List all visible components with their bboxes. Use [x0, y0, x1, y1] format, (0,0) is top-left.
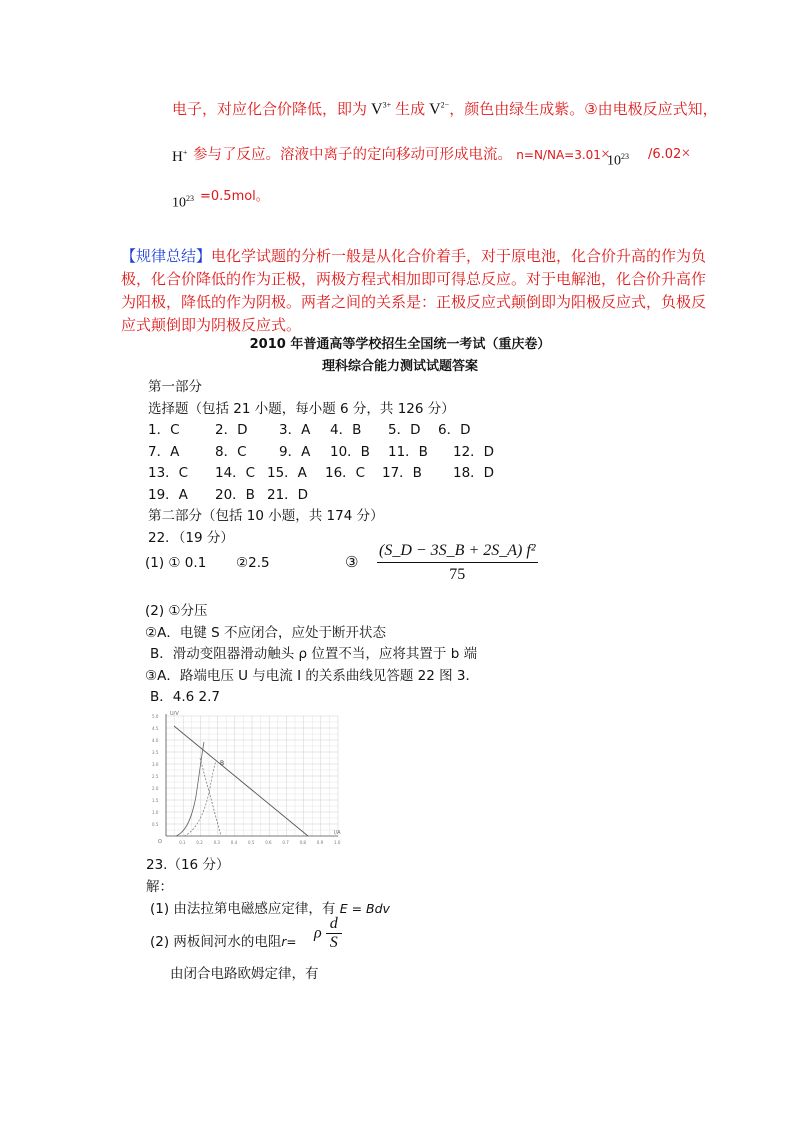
mc-heading: 选择题（包括 21 小题，每小题 6 分，共 126 分）	[148, 400, 455, 417]
x-tick-label: 0.3	[213, 840, 220, 845]
x-tick-label: 0.8	[299, 840, 306, 845]
page-title: 2010 年普通高等学校招生全国统一考试（重庆卷）	[249, 337, 551, 352]
text: (1) 由法拉第电磁感应定律，有	[150, 901, 336, 917]
rho: ρ	[314, 924, 322, 942]
answer: 2．D	[215, 422, 248, 438]
answer: 16．C	[325, 465, 366, 481]
answer-row	[148, 420, 471, 442]
formula: n=N/NA=3.01	[516, 148, 601, 162]
text: /6.02	[648, 147, 682, 162]
fraction	[326, 915, 342, 952]
text: 参与了反应。溶液中离子的定向移动可形成电流。	[193, 147, 512, 163]
answer: 12．D	[453, 443, 495, 460]
answer: 9．A	[279, 443, 311, 460]
x-axis-label: I/A	[334, 830, 341, 836]
x-tick-label: 0.7	[282, 840, 289, 845]
v3-letter: V	[371, 101, 383, 118]
answer-row	[148, 485, 455, 507]
answer: 21．D	[267, 486, 309, 503]
times-sign: ×	[600, 146, 610, 163]
part1-heading: 第一部分	[148, 379, 202, 395]
h-letter: H	[172, 149, 183, 165]
red-line-2	[193, 143, 610, 164]
formula: E = Bdv	[339, 901, 390, 916]
red-line-1	[172, 98, 718, 119]
formula: r=	[281, 935, 297, 949]
result: =0.5mol。	[200, 189, 269, 204]
q22-3b: B．4.6 2.7	[150, 689, 220, 705]
x-tick-label: 1.0	[334, 840, 341, 845]
summary-line-3: 为阳极，降低的作为阴极。两者之间的关系是：正极反应式颠倒即为阳极反应式，负极反	[121, 293, 707, 311]
q23-line-3: 由闭合电路欧姆定律，有	[170, 966, 319, 982]
x-tick-label: 0.1	[179, 840, 186, 845]
answer: 3．A	[279, 422, 311, 438]
ten-power-1	[607, 152, 629, 170]
q22-3: ③A．路端电压 U 与电流 I 的关系曲线见答题 22 图 3．	[145, 667, 480, 684]
times-sign: ×	[681, 145, 691, 162]
fraction-formula	[377, 542, 538, 584]
q23	[146, 854, 390, 920]
q22-2a: ②A．电键 S 不应闭合，应处于断开状态	[145, 624, 386, 641]
v2-symbol	[429, 101, 449, 118]
y-tick-label: 4.0	[152, 738, 159, 743]
answer: 10．B	[330, 443, 370, 460]
ten: 10	[607, 153, 621, 169]
load-line	[174, 726, 308, 836]
y-tick-label: 1.5	[152, 798, 159, 803]
answer: 18．D	[453, 465, 495, 481]
x-tick-label: 0.5	[248, 840, 255, 845]
y-tick-label: 0.5	[152, 822, 159, 827]
q23-line-1	[146, 898, 390, 920]
answer: 1．C	[148, 422, 180, 438]
q22-2b: B．滑动变阻器滑动触头 ρ 位置不当，应将其置于 b 端	[150, 646, 478, 662]
answer-row	[148, 463, 495, 485]
v2-letter: V	[429, 101, 441, 118]
v2-charge: 2−	[440, 100, 450, 110]
red-div	[648, 145, 690, 163]
origin-label: O	[158, 839, 162, 845]
answer: 8．C	[215, 443, 247, 460]
x-tick-label: 0.9	[316, 840, 324, 845]
x-ticks	[179, 840, 341, 845]
h-charge: +	[182, 148, 188, 157]
answer: 15．A	[267, 465, 307, 481]
h-plus	[172, 148, 187, 166]
y-tick-label: 2.5	[152, 774, 159, 779]
curve-b	[184, 760, 216, 836]
answer: 4．B	[330, 422, 362, 438]
q22-1-a: (1) ① 0.1	[145, 555, 207, 571]
fraction-numerator: (S_D − 3S_B + 2S_A) f²	[377, 542, 538, 563]
answer: 17．B	[382, 465, 422, 481]
v3-symbol	[371, 101, 391, 118]
text: 生成	[395, 100, 426, 118]
x-tick-label: 0.6	[265, 840, 272, 845]
fraction	[377, 542, 538, 584]
ten: 10	[172, 195, 186, 211]
curve-a	[176, 742, 204, 836]
q22-1-b: ②2.5	[236, 555, 270, 571]
y-ticks	[152, 714, 159, 827]
summary-line-2: 极，化合价降低的作为正极，两极方程式相加即可得总反应。对于电解池，化合价升高作	[121, 270, 707, 288]
fraction-denominator: 75	[449, 566, 466, 583]
text: 电化学试题的分析一般是从化合价着手，对于原电池，化合价升高的作为负	[211, 247, 707, 265]
answer: 20．B	[215, 486, 255, 503]
answer: 19．A	[148, 486, 188, 503]
exp: 23	[186, 194, 194, 203]
summary-line-4: 应式颠倒即为阴极反应式。	[121, 316, 302, 334]
answer: 14．C	[215, 465, 256, 481]
summary-line-1	[121, 245, 706, 268]
y-tick-label: 1.0	[152, 810, 159, 815]
dashed-line	[200, 758, 221, 836]
answer: 6．D	[438, 422, 471, 438]
exp: 23	[621, 152, 629, 161]
page-subtitle: 理科综合能力测试试题答案	[321, 359, 478, 374]
text: ，颜色由绿生成紫。③由电极反应式知，	[449, 100, 718, 118]
q23-solve: 解：	[146, 879, 173, 895]
part2-heading: 第二部分（包括 10 小题，共 174 分）	[148, 508, 384, 524]
answer-row	[148, 442, 495, 464]
u-i-graph	[148, 708, 348, 850]
text: (2) 两板间河水的电阻	[150, 934, 282, 950]
x-tick-label: 0.2	[196, 840, 203, 845]
answer: 11．B	[388, 443, 428, 460]
v3-charge: 3+	[382, 100, 392, 110]
point-b-label: B	[220, 760, 225, 767]
y-axis-label: U/V	[170, 711, 179, 717]
summary-block	[121, 245, 706, 337]
q22-2	[145, 601, 479, 709]
y-tick-label: 4.5	[152, 726, 159, 731]
text: 电子，对应化合价降低，即为	[172, 100, 368, 118]
q22-2-heading: (2) ①分压	[145, 603, 208, 619]
fraction-numerator: d	[326, 915, 342, 934]
q22-heading: 22．（19 分）	[148, 529, 234, 546]
y-tick-label: 3.5	[152, 750, 159, 755]
ten-power-2	[172, 194, 194, 212]
q23-heading: 23.（16 分）	[146, 857, 230, 873]
graph-grid	[166, 716, 338, 836]
x-tick-label: 0.4	[230, 840, 238, 845]
y-tick-label: 3.0	[152, 762, 159, 767]
answer: 5．D	[388, 422, 421, 438]
summary-label: 【规律总结】	[121, 247, 212, 265]
fraction-denominator: S	[329, 934, 338, 951]
part1	[148, 377, 495, 549]
answer: 7．A	[148, 443, 180, 460]
answer: 13．C	[148, 465, 189, 481]
y-tick-label: 2.0	[152, 786, 159, 791]
q22-1-c: ③	[345, 553, 359, 571]
q23-line-2	[150, 930, 296, 950]
y-tick-label: 5.0	[152, 714, 159, 719]
resistance-formula	[314, 915, 342, 952]
